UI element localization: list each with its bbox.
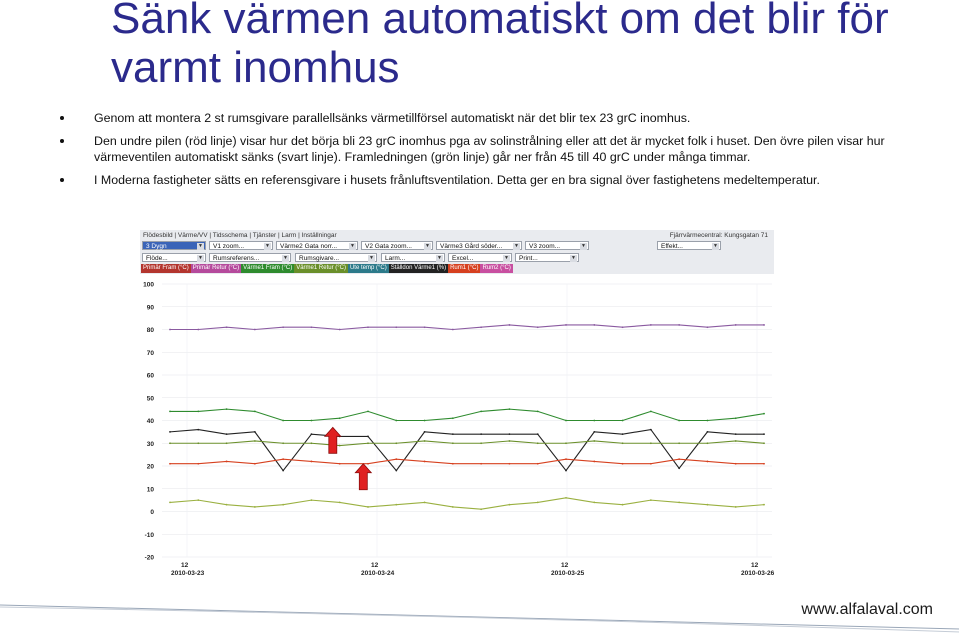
series-point [509,433,511,435]
series-point [282,504,284,506]
series-point [452,329,454,331]
series-point [678,458,680,460]
dropdown-label: Värme2 Gata norr... [280,243,338,250]
y-tick-label: -20 [144,554,154,562]
series-point [622,326,624,328]
series-point [622,504,624,506]
chevron-down-icon[interactable]: ▼ [713,243,718,249]
series-point [509,324,511,326]
series-point [169,411,171,413]
series-point [282,442,284,444]
series-point [169,442,171,444]
series-point [509,408,511,410]
series-point [226,504,228,506]
series-point [169,463,171,465]
series-point [650,499,652,501]
series-point [593,324,595,326]
excel-button[interactable] [448,253,512,262]
series-point [226,408,228,410]
series-point [226,326,228,328]
series-point [763,463,765,465]
varme3-select[interactable] [436,241,522,250]
chevron-down-icon[interactable]: ▼ [571,255,576,261]
rumsgivare-select[interactable] [295,253,377,262]
series-point [311,499,313,501]
series-point [707,504,709,506]
series-point [480,411,482,413]
x-tick-hour: 12 [561,562,569,569]
series-point [197,499,199,501]
x-tick-date: 2010-03-23 [171,570,205,577]
v3-zoom-select[interactable] [525,241,589,250]
series-point [480,442,482,444]
series-point [480,508,482,510]
series-point [254,506,256,508]
effekt-select[interactable] [657,241,721,250]
series-point [735,417,737,419]
y-tick-label: 20 [146,463,154,471]
series-point [339,329,341,331]
chevron-down-icon[interactable]: ▼ [198,243,203,249]
y-tick-label: 0 [150,509,154,516]
series-point [565,420,567,422]
y-tick-label: -10 [144,531,154,539]
series-point [424,440,426,442]
series-point [452,463,454,465]
series-point [678,324,680,326]
series-point [537,411,539,413]
series-point [395,458,397,460]
bullet-text: Den undre pilen (röd linje) visar hur det börja bli 23 grC inomhus pga av solinstrålning eller att det är mycket folk i huset. Den övre pilen visar hur värmeventilen automatiskt sänks (svart linje). Framledningen (grön linje) går ner från 45 till 40 grC under många timmar. [94,134,885,164]
series-point [452,506,454,508]
series-point [424,420,426,422]
v2-zoom-select[interactable] [361,241,433,250]
series-point [339,463,341,465]
series-point [282,458,284,460]
series-point [707,420,709,422]
menubar[interactable]: Flödesbild | Värme/VV | Tidsschema | Tjänster | Larm | Inställningar [143,232,337,239]
site-label: Fjärrvärmecentral: Kungsgatan 71 [669,232,768,239]
chevron-down-icon[interactable]: ▼ [504,255,509,261]
series-point [424,461,426,463]
series-point [395,326,397,328]
legend-item[interactable]: Rum1 (°C) [450,265,479,271]
series-point [593,502,595,504]
series-point [622,433,624,435]
chevron-down-icon[interactable]: ▼ [425,243,430,249]
dropdown-label: Rumsgivare... [299,255,340,262]
x-tick-hour: 12 [751,562,759,569]
series-legend [141,264,513,273]
x-tick-hour: 12 [181,562,189,569]
series-point [424,431,426,433]
chevron-down-icon[interactable]: ▼ [198,255,203,261]
y-tick-label: 10 [146,486,154,494]
series-point [735,506,737,508]
dropdown-label: Print... [519,255,538,262]
series-point [367,436,369,438]
series-point [367,463,369,465]
chevron-down-icon[interactable]: ▼ [350,243,355,249]
y-tick-label: 80 [146,327,154,334]
series-point [763,413,765,415]
series-point [650,324,652,326]
toolbar [140,230,774,275]
series-point [763,504,765,506]
dropdown-label: 3 Dygn [146,243,167,250]
series-point [707,326,709,328]
series-point [707,461,709,463]
series-point [282,470,284,472]
chevron-down-icon[interactable]: ▼ [265,243,270,249]
series-point [735,324,737,326]
series-point [367,506,369,508]
series-point [395,442,397,444]
series-point [593,431,595,433]
dropdown-label: V1 zoom... [213,243,245,250]
y-tick-label: 40 [146,418,154,425]
series-point [650,463,652,465]
y-tick-label: 30 [146,440,154,448]
series-point [452,417,454,419]
x-tick-hour: 12 [371,562,379,569]
slide-title: Sänk värmen automatiskt om det blir för varmt inomhus [111,0,889,92]
series-point [735,440,737,442]
legend-item[interactable]: Värme1 Fram (°C) [243,265,293,271]
bullet-item [60,111,950,126]
series-point [622,442,624,444]
series-point [169,502,171,504]
series-point [650,442,652,444]
bullet-text: I Moderna fastigheter sätts en referensgivare i husets frånluftsventilation. Detta ger en bra signal över fastighetens medeltemperatur. [94,172,820,187]
series-point [282,420,284,422]
bullet-item [60,173,950,188]
series-point [424,502,426,504]
series-point [509,504,511,506]
series-point [452,433,454,435]
bullet-dot-icon [60,178,64,182]
y-tick-label: 70 [146,349,154,357]
series-point [197,329,199,331]
series-point [311,461,313,463]
series-point [197,442,199,444]
series-point [367,411,369,413]
series-point [226,433,228,435]
series-point [480,433,482,435]
bullet-text: Genom att montera 2 st rumsgivare parallellsänks värmetillförsel automatiskt när det blir tex 23 grC inomhus. [94,111,691,125]
footer-url[interactable]: www.alfalaval.com [801,601,933,618]
series-point [424,326,426,328]
series-point [197,411,199,413]
series-point [197,463,199,465]
chevron-down-icon[interactable]: ▼ [369,255,374,261]
dropdown-label: Effekt... [661,243,683,250]
dropdown-label: Larm... [385,255,406,262]
flode-select[interactable] [142,253,206,262]
embedded-screenshot [140,230,774,582]
series-point [622,420,624,422]
period-select[interactable] [142,241,206,250]
series-point [678,502,680,504]
v1-zoom-select[interactable] [209,241,273,250]
series-point [254,440,256,442]
series-point [565,458,567,460]
series-point [226,442,228,444]
legend-item[interactable]: Primär Fram (°C) [143,265,189,271]
dropdown-label: Excel... [452,255,474,262]
series-point [593,461,595,463]
series-point [565,324,567,326]
print-button[interactable] [515,253,579,262]
legend-item[interactable]: Primär Retur (°C) [192,265,240,271]
series-point [707,442,709,444]
legend-item[interactable]: Rum2 (°C) [482,265,511,271]
series-point [650,411,652,413]
series-point [452,442,454,444]
series-point [480,463,482,465]
dropdown-label: Flöde... [146,255,168,262]
series-point [480,326,482,328]
series-point [537,326,539,328]
legend-item[interactable]: Ställdon Värme1 (%) [390,265,447,271]
series-point [763,433,765,435]
series-point [678,420,680,422]
y-tick-label: 60 [146,372,154,380]
series-point [622,463,624,465]
y-tick-label: 50 [146,395,154,403]
series-point [282,326,284,328]
series-point [339,502,341,504]
dropdown-label: Rumsreferens... [213,255,260,262]
series-point [311,326,313,328]
dropdown-label: V3 zoom... [529,243,561,250]
series-point [735,433,737,435]
chart-background [140,274,774,582]
series-point [339,417,341,419]
series-point [537,433,539,435]
series-point [509,440,511,442]
series-point [197,429,199,431]
y-tick-label: 100 [143,281,154,289]
series-point [763,442,765,444]
series-point [565,442,567,444]
series-point [565,497,567,499]
series-point [254,329,256,331]
series-point [537,442,539,444]
x-tick-date: 2010-03-24 [361,570,395,577]
y-tick-label: 90 [146,304,154,312]
series-point [367,326,369,328]
larm-select[interactable] [381,253,445,262]
series-point [339,445,341,447]
series-point [311,420,313,422]
series-point [169,431,171,433]
bullet-dot-icon [60,139,64,143]
trend-chart [140,274,774,582]
series-point [311,433,313,435]
legend-item[interactable]: Värme1 Retur (°C) [296,265,346,271]
series-point [565,470,567,472]
series-point [169,329,171,331]
varme2-select[interactable] [276,241,358,250]
series-point [395,420,397,422]
series-point [735,463,737,465]
series-point [537,463,539,465]
series-point [678,467,680,469]
x-tick-date: 2010-03-26 [741,570,774,577]
series-point [593,420,595,422]
chevron-down-icon[interactable]: ▼ [283,255,288,261]
series-point [226,461,228,463]
series-point [537,502,539,504]
rumsreferens-select[interactable] [209,253,291,262]
bullet-dot-icon [60,116,64,120]
series-point [763,324,765,326]
series-point [367,442,369,444]
legend-item[interactable]: Ute temp (°C) [349,265,387,271]
series-point [311,442,313,444]
series-point [254,463,256,465]
series-point [254,411,256,413]
series-point [650,429,652,431]
series-point [707,431,709,433]
series-point [395,504,397,506]
chevron-down-icon[interactable]: ▼ [581,243,586,249]
series-point [678,442,680,444]
dropdown-label: V2 Gata zoom... [365,243,412,250]
bullet-list [60,111,950,196]
series-point [593,440,595,442]
x-tick-date: 2010-03-25 [551,570,585,577]
bullet-item [60,134,950,165]
series-point [254,431,256,433]
chevron-down-icon[interactable]: ▼ [514,243,519,249]
series-point [509,463,511,465]
dropdown-label: Värme3 Gård söder... [440,243,503,250]
chevron-down-icon[interactable]: ▼ [437,255,442,261]
series-point [395,470,397,472]
